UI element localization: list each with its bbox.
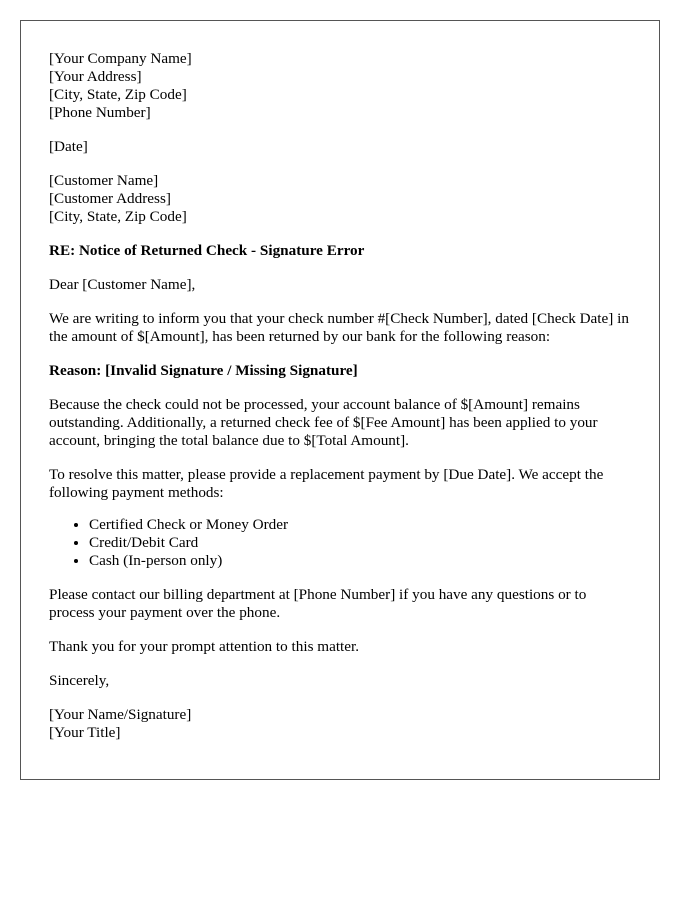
balance-paragraph: Because the check could not be processed, your account balance of $[Amount] remains outstanding. Additionally, a returned check fee of $[Fee Amount] has been applied to your account, bringing the total balance due to $[Total Amount]. bbox=[49, 396, 598, 449]
letter-page bbox=[20, 20, 660, 780]
recipient-address: [Customer Address] bbox=[49, 190, 171, 207]
letter-date: [Date] bbox=[49, 138, 88, 155]
recipient-name: [Customer Name] bbox=[49, 172, 159, 189]
closing: Sincerely, bbox=[49, 672, 110, 689]
recipient-address-block bbox=[49, 172, 631, 226]
reason-line: Reason: [Invalid Signature / Missing Signature] bbox=[49, 362, 358, 379]
signature-name: [Your Name/Signature] bbox=[49, 706, 192, 723]
sender-address: [Your Address] bbox=[49, 68, 142, 85]
sender-phone: [Phone Number] bbox=[49, 104, 151, 121]
sender-company: [Your Company Name] bbox=[49, 50, 192, 67]
payment-methods-list bbox=[49, 516, 631, 570]
salutation: Dear [Customer Name], bbox=[49, 276, 196, 293]
sender-city: [City, State, Zip Code] bbox=[49, 86, 187, 103]
intro-paragraph: We are writing to inform you that your check number #[Check Number], dated [Check Date] in the amount of $[Amount], has been returned by our bank for the following reason: bbox=[49, 310, 629, 345]
signature-title: [Your Title] bbox=[49, 724, 121, 741]
list-item: • Credit/Debit Card bbox=[89, 534, 631, 552]
recipient-city: [City, State, Zip Code] bbox=[49, 208, 187, 225]
sender-address-block bbox=[49, 50, 631, 122]
subject-line: RE: Notice of Returned Check - Signature Error bbox=[49, 242, 365, 259]
list-item: • Cash (In-person only) bbox=[89, 552, 631, 570]
resolve-paragraph: To resolve this matter, please provide a replacement payment by [Due Date]. We accept the following payment methods: bbox=[49, 466, 604, 501]
thanks-paragraph: Thank you for your prompt attention to this matter. bbox=[49, 638, 360, 655]
contact-paragraph: Please contact our billing department at [Phone Number] if you have any questions or to process your payment over the phone. bbox=[49, 586, 587, 621]
list-item: • Certified Check or Money Order bbox=[89, 516, 631, 534]
date-block bbox=[49, 138, 631, 156]
signature-block bbox=[49, 706, 631, 742]
